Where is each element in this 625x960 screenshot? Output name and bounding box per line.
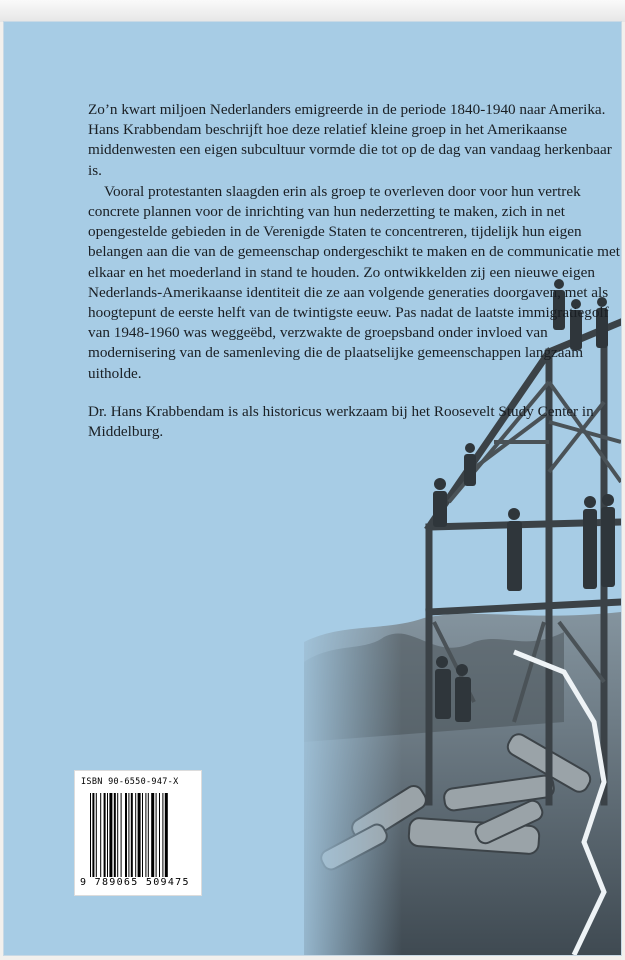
back-cover-blurb [88,100,621,442]
ean-digits: 9 789065 509475 [80,877,190,888]
author-bio: Dr. Hans Krabbendam is als historicus werkzaam bij het Roosevelt Study Center in Middelburg. [88,402,594,441]
isbn-barcode-label [74,770,202,896]
isbn-text: ISBN 90-6550-947-X [81,777,179,787]
book-top-edge [0,0,625,22]
blurb-paragraph-1: Zo’n kwart miljoen Nederlanders emigreerde in de periode 1840-1940 naar Amerika. Hans Krabbendam beschrijft hoe deze relatief kleine groep in het Amerikaanse middenwesten een eigen subcultuur vormde die tot op de dag van vandaag herkenbaar is. [88,101,612,179]
blurb-paragraph-2: Vooral protestanten slaagden erin als groep te overleven door voor hun vertrek concrete plannen voor de inrichting van hun nederzetting te maken, zich in net opengestelde gebieden in de Verenigde Staten te concentreren, tijdelijk hun eigen belangen aan die van de gemeenschap ondergeschikt te maken en de communicatie met elkaar en het moederland in stand te houden. Zo ontwikkelden zij een nieuwe eigen Nederlands-Amerikaanse identiteit die ze aan volgende generaties doorgaven, met als hoogtepunt de eerste helft van de twintigste eeuw. Pas nadat de laatste immigratiegolf van 1948-1960 was weggeëbd, verzwakte de groepsband onder invloed van modernisering van de samenleving die de plaatselijke gemeenschappen langzaam uitholde. [88,182,620,382]
barcode-icon [90,793,188,877]
